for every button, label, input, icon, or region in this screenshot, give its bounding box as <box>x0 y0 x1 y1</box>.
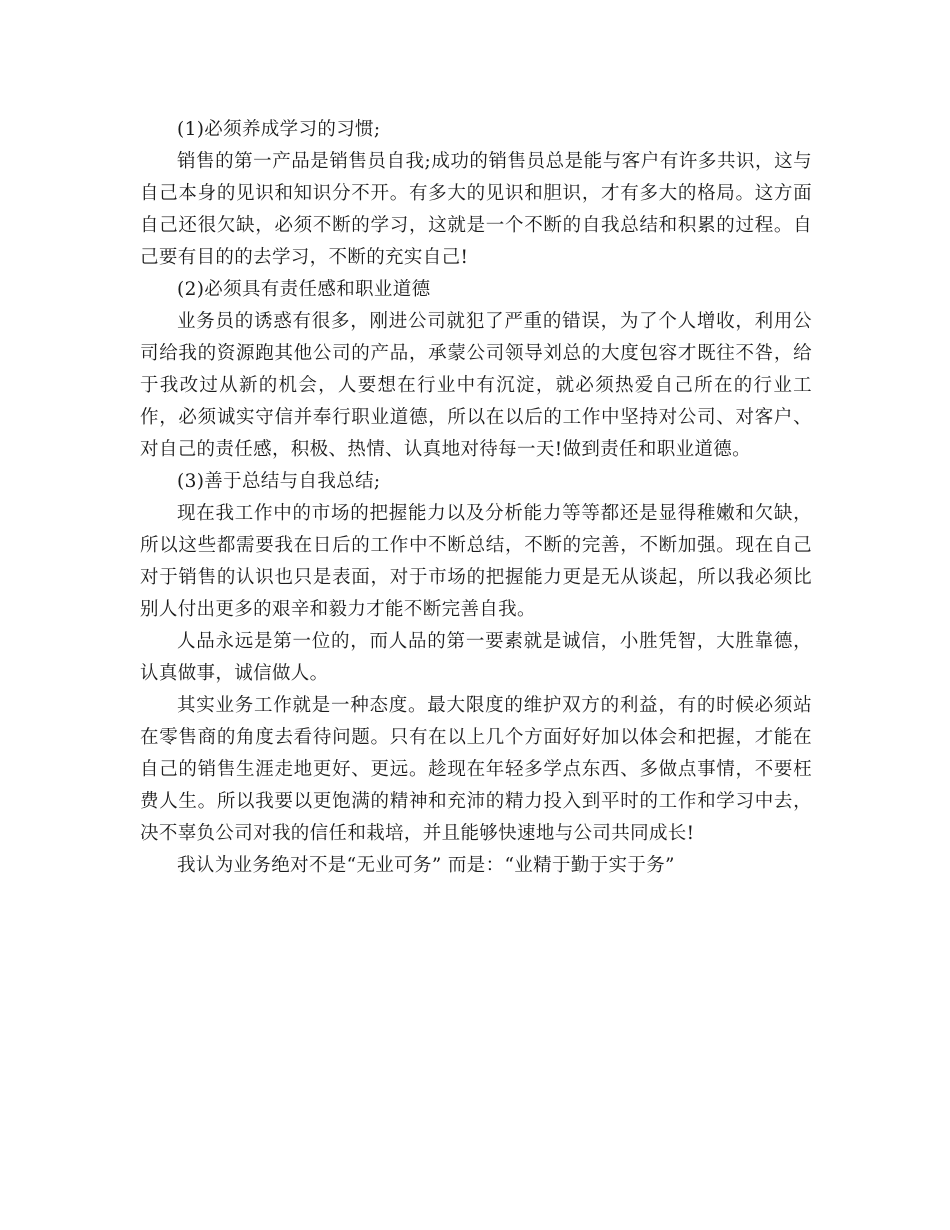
paragraph-character: 人品永远是第一位的，而人品的第一要素就是诚信，小胜凭智，大胜靠德，认真做事，诚信做人。 <box>140 631 812 684</box>
paragraph-summary: 现在我工作中的市场的把握能力以及分析能力等等都还是显得稚嫩和欠缺，所以这些都需要我在日后的工作中不断总结，不断的完善，不断加强。现在自己对于销售的认识也只是表面，对于市场的把握能力更是无从谈起，所以我必须比别人付出更多的艰辛和毅力才能不断完善自我。 <box>140 503 812 620</box>
paragraph-responsibility: 业务员的诱惑有很多，刚进公司就犯了严重的错误，为了个人增收，利用公司给我的资源跑其他公司的产品，承蒙公司领导刘总的大度包容才既往不咎，给于我改过从新的机会，人要想在行业中有沉淀，就必须热爱自己所在的行业工作，必须诚实守信并奉行职业道德，所以在以后的工作中坚持对公司、对客户、对自己的责任感，积极、热情、认真地对待每一天!做到责任和职业道德。 <box>140 311 812 460</box>
document-body <box>140 114 812 882</box>
paragraph-learning: 销售的第一产品是销售员自我;成功的销售员总是能与客户有许多共识，这与自己本身的见识和知识分不开。有多大的见识和胆识，才有多大的格局。这方面自己还很欠缺，必须不断的学习，这就是一个不断的自我总结和积累的过程。自己要有目的的去学习，不断的充实自己! <box>140 151 812 268</box>
section-heading-2: (2)必须具有责任感和职业道德 <box>177 279 431 300</box>
section-heading-1: (1)必须养成学习的习惯; <box>177 119 381 140</box>
section-heading-3: (3)善于总结与自我总结; <box>177 471 381 492</box>
paragraph-conclusion: 我认为业务绝对不是“无业可务” 而是：“业精于勤于实于务” <box>177 855 675 876</box>
paragraph-attitude: 其实业务工作就是一种态度。最大限度的维护双方的利益，有的时候必须站在零售商的角度去看待问题。只有在以上几个方面好好加以体会和把握，才能在自己的销售生涯走地更好、更远。趁现在年轻多学点东西、多做点事情，不要枉费人生。所以我要以更饱满的精神和充沛的精力投入到平时的工作和学习中去，决不辜负公司对我的信任和栽培，并且能够快速地与公司共同成长! <box>140 695 812 844</box>
